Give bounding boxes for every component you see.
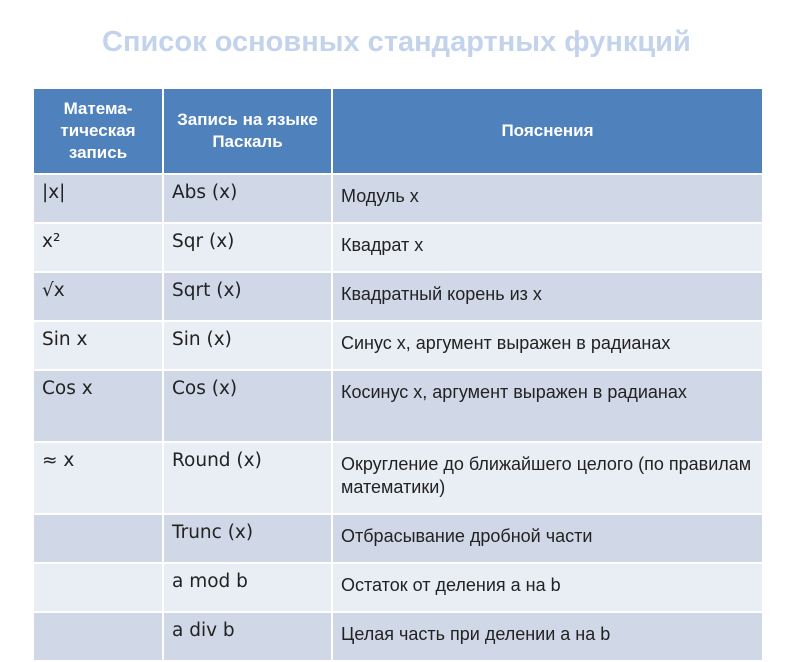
cell-desc: Квадратный корень из x — [332, 272, 763, 321]
cell-desc: Отбрасывание дробной части — [332, 514, 763, 563]
cell-math — [33, 514, 163, 563]
cell-math — [33, 612, 163, 661]
table-row — [33, 223, 763, 272]
table-row — [33, 514, 763, 563]
cell-pascal: Trunc (x) — [163, 514, 332, 563]
cell-pascal: Cos (x) — [163, 370, 332, 442]
table-row — [33, 370, 763, 442]
page-title: Список основных стандартных функций — [102, 26, 691, 58]
cell-pascal: a div b — [163, 612, 332, 661]
cell-desc: Косинус x, аргумент выражен в радианах — [332, 370, 763, 442]
cell-desc: Остаток от деления a на b — [332, 563, 763, 612]
cell-math: ≈ x — [33, 442, 163, 514]
table-row — [33, 442, 763, 514]
table-row — [33, 612, 763, 661]
table-row — [33, 321, 763, 370]
cell-desc: Целая часть при делении a на b — [332, 612, 763, 661]
cell-math: |x| — [33, 174, 163, 223]
functions-table — [32, 87, 764, 662]
cell-pascal: Sqrt (x) — [163, 272, 332, 321]
cell-math: Cos x — [33, 370, 163, 442]
cell-pascal: a mod b — [163, 563, 332, 612]
header-row — [33, 88, 763, 174]
header-explain: Пояснения — [332, 88, 763, 174]
cell-desc: Синус x, аргумент выражен в радианах — [332, 321, 763, 370]
cell-math — [33, 563, 163, 612]
cell-math: Sin x — [33, 321, 163, 370]
table-row — [33, 563, 763, 612]
cell-desc: Модуль x — [332, 174, 763, 223]
cell-pascal: Round (x) — [163, 442, 332, 514]
cell-pascal: Sqr (x) — [163, 223, 332, 272]
cell-desc: Округление до ближайшего целого (по правилам математики) — [332, 442, 763, 514]
cell-pascal: Abs (x) — [163, 174, 332, 223]
cell-math: √x — [33, 272, 163, 321]
table-row — [33, 174, 763, 223]
cell-math: x² — [33, 223, 163, 272]
cell-desc: Квадрат x — [332, 223, 763, 272]
header-pascal: Запись на языке Паскаль — [163, 88, 332, 174]
header-math: Матема-тическая запись — [33, 88, 163, 174]
table-row — [33, 272, 763, 321]
cell-pascal: Sin (x) — [163, 321, 332, 370]
